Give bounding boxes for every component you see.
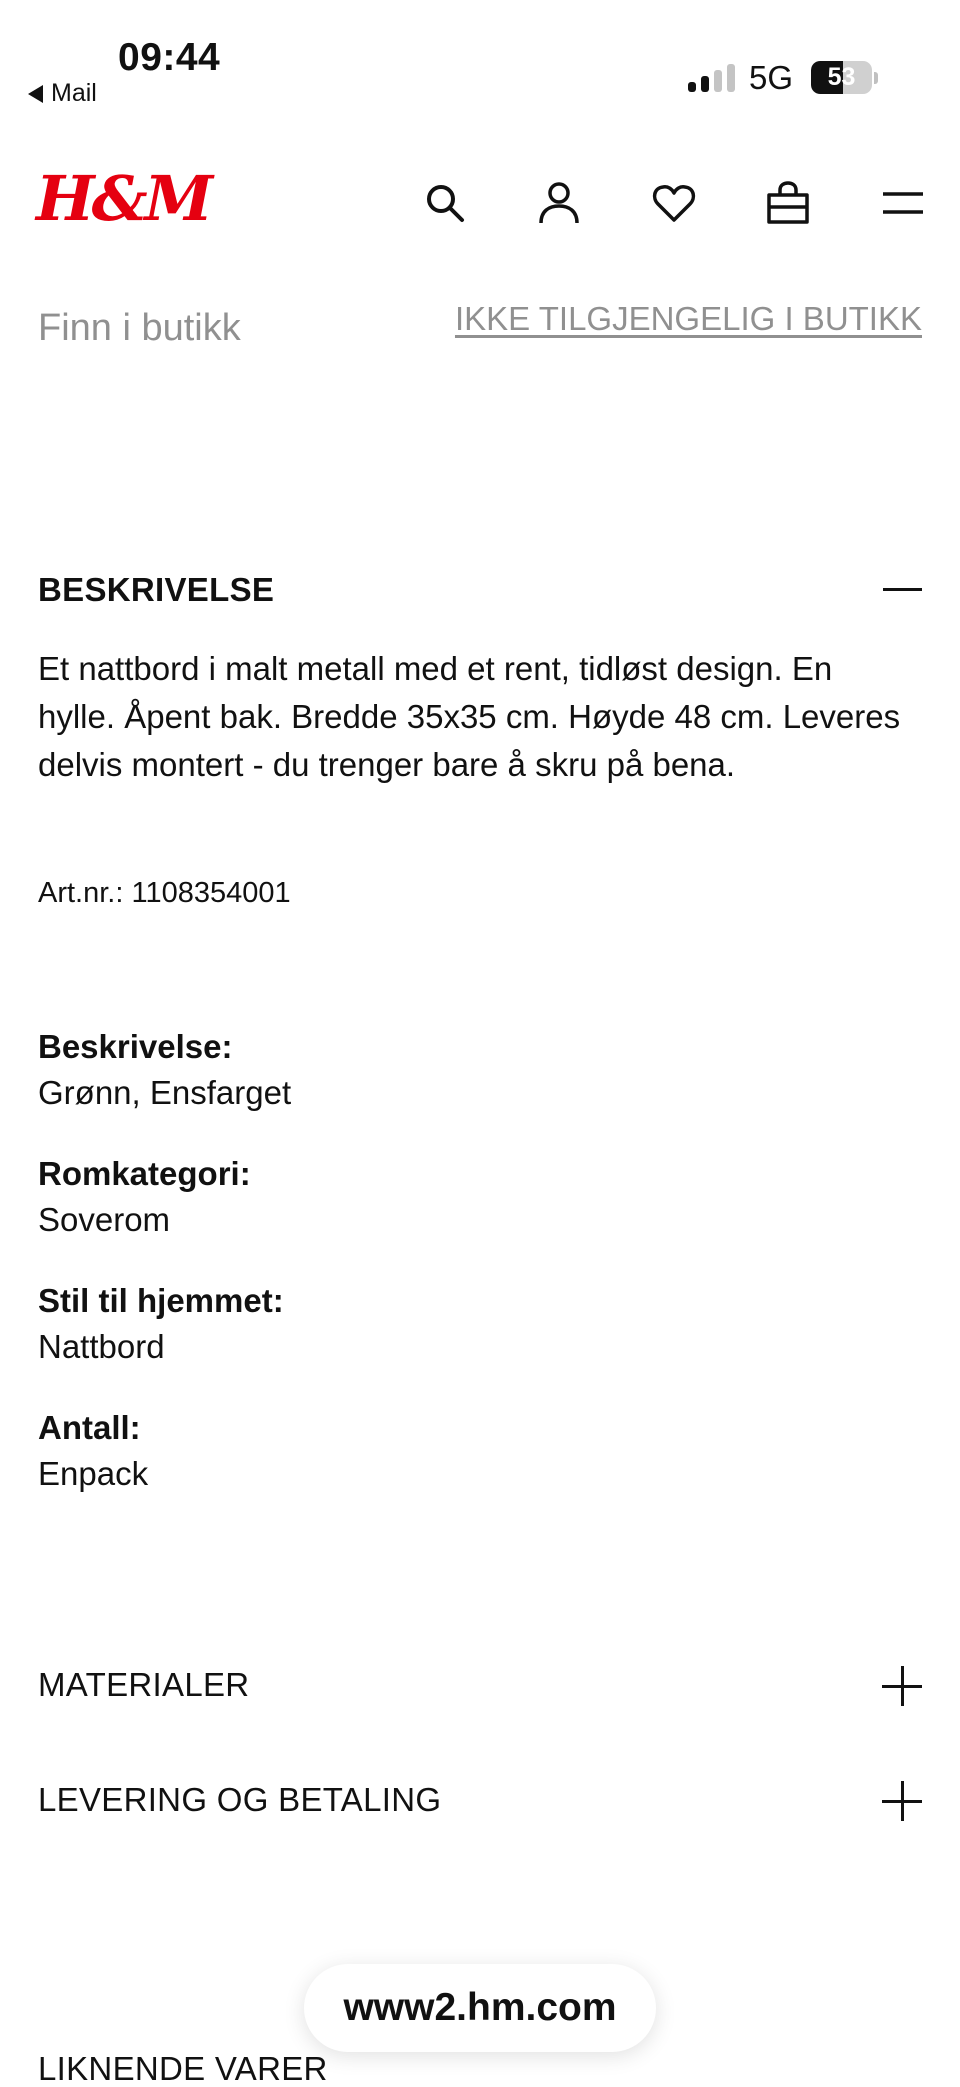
article-number: Art.nr.: 1108354001: [38, 877, 291, 909]
attribute-label: Antall:: [38, 1409, 141, 1446]
attribute-item: [38, 1024, 291, 1116]
find-in-store-link[interactable]: Finn i butikk: [38, 307, 241, 349]
hm-logo[interactable]: H&M: [36, 162, 211, 235]
back-triangle-icon: [28, 85, 43, 103]
attribute-item: [38, 1278, 284, 1370]
accordion-label[interactable]: MATERIALER: [38, 1666, 250, 1703]
back-to-app-link[interactable]: [28, 79, 97, 108]
attribute-label: Beskrivelse:: [38, 1028, 233, 1065]
attribute-item: [38, 1151, 251, 1243]
similar-items-heading: LIKNENDE VARER: [38, 2050, 328, 2087]
menu-icon[interactable]: [880, 180, 926, 226]
attribute-value: Soverom: [38, 1201, 171, 1238]
attribute-value: Grønn, Ensfarget: [38, 1074, 292, 1111]
store-availability-link[interactable]: IKKE TILGJENGELIG I BUTIKK: [454, 300, 922, 337]
back-app-label: Mail: [51, 79, 97, 107]
battery-level: 53: [827, 63, 856, 91]
attribute-label: Stil til hjemmet:: [38, 1282, 284, 1319]
account-icon[interactable]: [536, 180, 582, 226]
attribute-value: Nattbord: [38, 1328, 165, 1365]
attribute-label: Romkategori:: [38, 1155, 251, 1192]
description-text: Et nattbord i malt metall med et rent, tidløst design. En hylle. Åpent bak. Bredde 35x35 cm. Høyde 48 cm. Leveres delvis montert - du trenger bare å skru på bena.: [38, 650, 901, 783]
network-type: 5G: [749, 59, 794, 96]
bag-icon[interactable]: [765, 180, 811, 226]
description-heading[interactable]: BESKRIVELSE: [38, 571, 275, 608]
heart-icon[interactable]: [651, 180, 697, 226]
accordion-label[interactable]: LEVERING OG BETALING: [38, 1781, 442, 1818]
expand-plus-icon[interactable]: [882, 1781, 922, 1821]
cellular-signal-icon: [688, 64, 735, 92]
battery-icon: [811, 61, 878, 94]
url-bar[interactable]: www2.hm.com: [304, 1964, 656, 2052]
expand-plus-icon[interactable]: [882, 1666, 922, 1706]
attribute-item: [38, 1405, 148, 1497]
collapse-minus-icon[interactable]: [883, 588, 922, 591]
status-time: 09:44: [118, 36, 221, 79]
search-icon[interactable]: [422, 180, 468, 226]
attribute-value: Enpack: [38, 1455, 149, 1492]
